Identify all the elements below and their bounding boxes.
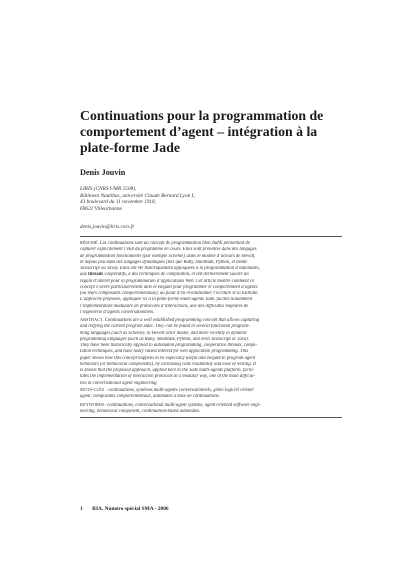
author-email: denis.jouvin@liris.cnrs.fr bbox=[80, 224, 135, 230]
abstract-line: tates the implementation of interaction protocols in a modular way, one of the main difficul- bbox=[80, 374, 255, 380]
keywords-label: KEYWORDS: bbox=[80, 402, 106, 407]
affiliation-line: LIRIS (CNRS UMR 2508), bbox=[80, 186, 137, 192]
resume-line bbox=[80, 240, 342, 247]
resume-line: et depuis peu dans des langages dynamiques (tels que Ruby, Smalltalk, Python, et même bbox=[80, 259, 248, 265]
resume-line: concept s’avère particulièrement utile et élégant pour programmer le comportement d’agents bbox=[80, 284, 258, 290]
mots-cles-line bbox=[80, 387, 342, 394]
mots-cles-text: continuations, systèmes multi-agents conversationnels, génie logiciel orienté bbox=[107, 388, 254, 393]
author-name: Denis Jouvin bbox=[80, 168, 126, 177]
resume-line: aux threads coopératifs, à des techniques de compilation, et ont dernièrement suscité un bbox=[80, 272, 249, 278]
resume-line: l’implémentation modulaire de protocoles d’interactions, une des difficultés majeures de bbox=[80, 303, 249, 309]
keywords-text: continuations, conversational multi-agent systems, agent oriented software engi- bbox=[106, 403, 261, 408]
abstract-line: is shown that the proposed approach, applied here to the Jade multi-agents platform, facili- bbox=[80, 368, 255, 373]
abstract-block bbox=[80, 317, 342, 387]
affiliation-line: 69621 Villeurbanne bbox=[80, 206, 122, 213]
abstract-line bbox=[80, 317, 342, 324]
page-number: 1 bbox=[80, 506, 83, 512]
abstract-top-rule bbox=[80, 236, 342, 237]
mots-cles-block bbox=[80, 387, 342, 401]
resume-line: regain d’intérêt pour la programmation d’applications Web. Cet article montre comment ce bbox=[80, 278, 255, 284]
keywords-line: neering, behavioral component, continuation-based automates. bbox=[80, 409, 201, 415]
resume-line: capturer explicitement l’état du programme en cours. Elles sont présentes dans des langages bbox=[80, 247, 257, 253]
resume-line: l’ingénierie d’agents conversationnels. bbox=[80, 309, 155, 315]
abstract-bottom-rule bbox=[80, 417, 342, 418]
resume-line: Javascript ou Java). Elles ont été historiquement appliquées à la programmation d’automates, bbox=[80, 266, 260, 271]
abstract-line: programming languages (such as Ruby, Smalltalk, Python, and even Javascript or Java). bbox=[80, 336, 250, 342]
author-affiliation bbox=[80, 186, 320, 213]
journal-name: RIA. Numéro spécial SMA - 2006 bbox=[92, 506, 169, 512]
abstract-line: They have been historically applied to automaton programming, cooperative threads, compi- bbox=[80, 343, 257, 348]
resume-line: (ou leurs composants comportementaux), au point d’en révolutionner l’écriture et la lisibilité. bbox=[80, 291, 259, 296]
keywords-block bbox=[80, 402, 342, 416]
page-footer bbox=[80, 506, 169, 512]
abstract-line: behaviors (or behavioral components), by increasing code readability and ease of writing. It bbox=[80, 361, 256, 367]
abstract-line: lation techniques, and have lastly raised interest for web application programming. This bbox=[80, 349, 249, 355]
paper-title: Continuations pour la programmation de comportement d’agent – intégration à la plate-forme Jade bbox=[80, 108, 324, 155]
resume-text: Les continuations sont un concept de programmation bien établi permettant de bbox=[99, 241, 250, 246]
abstract-line: paper shows how this concept happens to be especially useful and elegant to program agent bbox=[80, 355, 256, 361]
abstract-line: and reifying the current program state. They can be found in several functional program- bbox=[80, 324, 250, 330]
abstract-text: Continuations are a well established programming concept that allows capturing bbox=[104, 318, 260, 323]
abstract-line: ties in conversational agent engineering. bbox=[80, 380, 158, 386]
emphasized-term: threads bbox=[88, 272, 104, 278]
abstract-label: ABSTRACT. bbox=[80, 317, 104, 322]
resume-line: de programmation fonctionnelle (par exemple Scheme), dans le modèle d’acteurs de Hewitt, bbox=[80, 253, 256, 259]
affiliation-line: Bâtiment Nautibus, université Claude Bernard Lyon I, bbox=[80, 192, 195, 199]
resume-label: RÉSUMÉ. bbox=[80, 240, 99, 245]
abstract-line: ming languages (such as Scheme), in Hewitt actor model, and more recently in dynamic bbox=[80, 330, 248, 336]
resume-line: L’approche proposée, appliquée ici à la plate-forme multi-agents Jade, facilite notamment bbox=[80, 297, 253, 303]
affiliation-line: 43 boulevard du 11 novembre 1918, bbox=[80, 199, 157, 206]
resume-block bbox=[80, 240, 342, 316]
keywords-line bbox=[80, 402, 342, 409]
mots-cles-line: agent, composants comportementaux, automates à base de continuations. bbox=[80, 394, 220, 400]
mots-cles-label: MOTS-CLÉS : bbox=[80, 387, 107, 392]
